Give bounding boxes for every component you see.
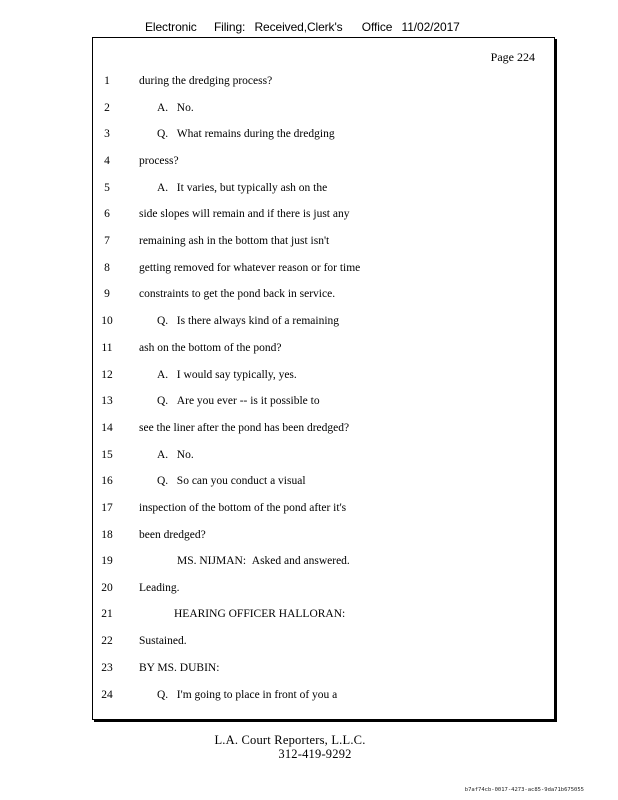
line-text: constraints to get the pond back in service. xyxy=(139,288,336,300)
line-number: 12 xyxy=(101,369,113,381)
line-number: 23 xyxy=(101,662,113,674)
line-text: process? xyxy=(139,155,179,167)
line-text: Q. Are you ever -- is it possible to xyxy=(157,395,320,407)
line-number: 20 xyxy=(101,582,113,594)
transcript-line xyxy=(92,529,555,549)
line-number: 22 xyxy=(101,635,113,647)
line-text: Q. I'm going to place in front of you a xyxy=(157,689,338,701)
line-text: A. No. xyxy=(157,102,194,114)
transcript-line xyxy=(92,288,555,308)
filing-header-word-filing: Filing: xyxy=(213,20,246,34)
filing-header-word-received: Received,Clerk's xyxy=(254,20,343,34)
footer-phone-number: 312-419-9292 xyxy=(278,747,352,761)
line-text: Q. Is there always kind of a remaining xyxy=(157,315,340,327)
transcript-line xyxy=(92,422,555,442)
filing-stamp-header xyxy=(145,20,460,34)
line-text: remaining ash in the bottom that just isn't xyxy=(139,235,330,247)
line-number: 14 xyxy=(101,422,113,434)
transcript-line xyxy=(92,128,555,148)
transcript-line xyxy=(92,449,555,469)
transcript-line xyxy=(92,102,555,122)
transcript-line xyxy=(92,475,555,495)
line-number: 1 xyxy=(104,75,110,87)
line-text: ash on the bottom of the pond? xyxy=(139,342,282,354)
filing-header-date: 11/02/2017 xyxy=(401,20,460,34)
line-number: 15 xyxy=(101,449,113,461)
transcript-line xyxy=(92,235,555,255)
line-text: getting removed for whatever reason or for time xyxy=(139,262,361,274)
transcript-line xyxy=(92,155,555,175)
page-number: Page 224 xyxy=(490,50,535,64)
line-number: 17 xyxy=(101,502,113,514)
line-number: 8 xyxy=(104,262,110,274)
transcript-line xyxy=(92,262,555,282)
line-number: 24 xyxy=(101,689,113,701)
line-number: 18 xyxy=(101,529,113,541)
line-text: A. No. xyxy=(157,449,194,461)
line-number: 21 xyxy=(101,608,113,620)
line-text: BY MS. DUBIN: xyxy=(139,662,220,674)
line-number: 7 xyxy=(104,235,110,247)
footer-company-name: L.A. Court Reporters, L.L.C. xyxy=(214,733,366,747)
transcript-line xyxy=(92,182,555,202)
line-number: 10 xyxy=(101,315,113,327)
transcript-line xyxy=(92,582,555,602)
line-text: side slopes will remain and if there is just any xyxy=(139,208,350,220)
line-text: MS. NIJMAN: Asked and answered. xyxy=(177,555,350,567)
filing-header-word-office: Office xyxy=(361,20,393,34)
line-text: Leading. xyxy=(139,582,180,594)
transcript-line xyxy=(92,208,555,228)
line-number: 19 xyxy=(101,555,113,567)
line-text: see the liner after the pond has been dredged? xyxy=(139,422,350,434)
line-text: HEARING OFFICER HALLORAN: xyxy=(174,608,346,620)
transcript-line xyxy=(92,662,555,682)
line-number: 5 xyxy=(104,182,110,194)
filing-header-word-electronic: Electronic xyxy=(145,20,197,34)
transcript-line xyxy=(92,342,555,362)
line-text: A. I would say typically, yes. xyxy=(157,369,297,381)
document-id: b7af74cb-0017-4273-ac85-9da71b675055 xyxy=(464,787,584,793)
line-text: inspection of the bottom of the pond after it's xyxy=(139,502,347,514)
line-text: during the dredging process? xyxy=(139,75,273,87)
line-text: Sustained. xyxy=(139,635,187,647)
line-text: A. It varies, but typically ash on the xyxy=(157,182,328,194)
transcript-line xyxy=(92,608,555,628)
line-text: Q. So can you conduct a visual xyxy=(157,475,306,487)
transcript-line xyxy=(92,395,555,415)
transcript-line xyxy=(92,502,555,522)
line-text: been dredged? xyxy=(139,529,206,541)
line-number: 3 xyxy=(104,128,110,140)
transcript-line xyxy=(92,315,555,335)
line-number: 2 xyxy=(104,102,110,114)
line-number: 4 xyxy=(104,155,110,167)
line-number: 6 xyxy=(104,208,110,220)
line-number: 13 xyxy=(101,395,113,407)
transcript-line xyxy=(92,635,555,655)
line-text: Q. What remains during the dredging xyxy=(157,128,335,140)
line-number: 16 xyxy=(101,475,113,487)
transcript-line xyxy=(92,689,555,709)
transcript-line xyxy=(92,369,555,389)
transcript-line xyxy=(92,555,555,575)
line-number: 9 xyxy=(104,288,110,300)
line-number: 11 xyxy=(101,342,113,354)
transcript-line xyxy=(92,75,555,95)
